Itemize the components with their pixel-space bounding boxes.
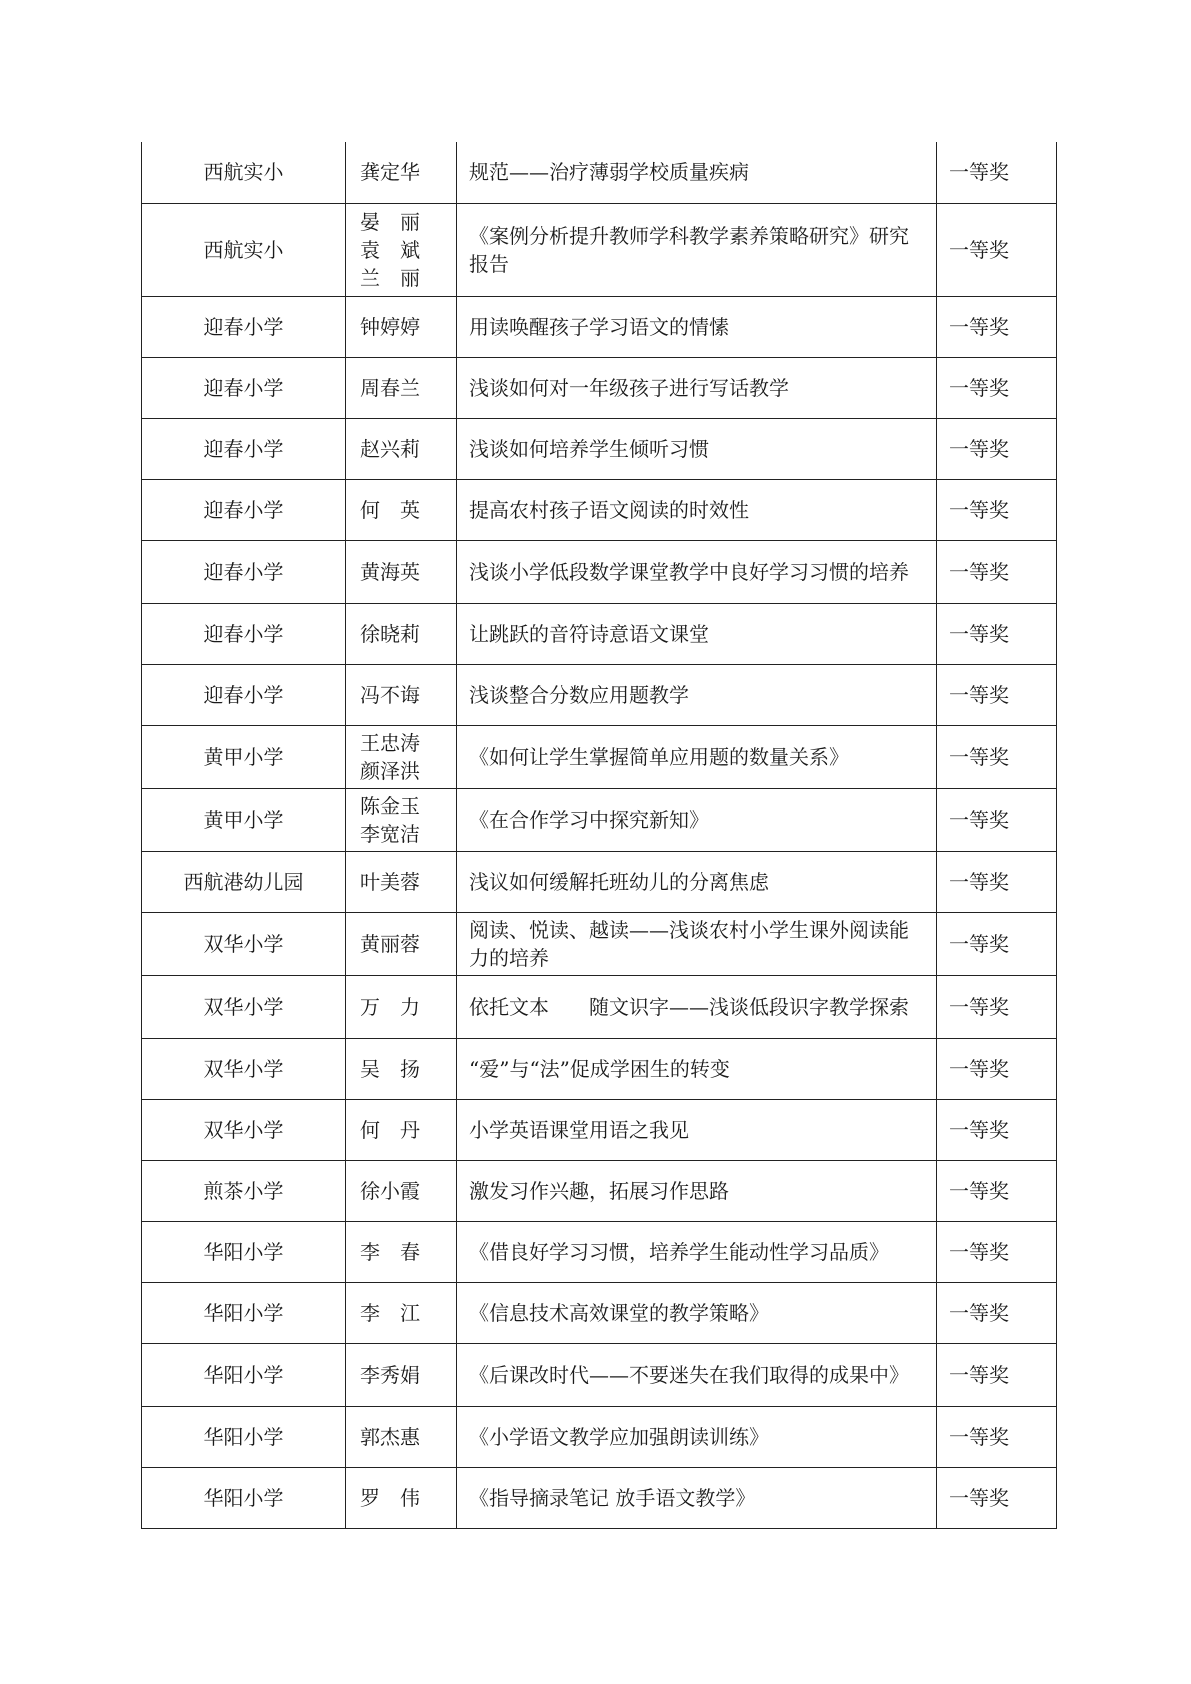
award-cell: 一等奖 (937, 725, 1057, 788)
table-row (142, 357, 1057, 418)
table-row (142, 1467, 1057, 1528)
table-row (142, 788, 1057, 851)
school-cell: 双华小学 (142, 912, 346, 975)
table-row (142, 1221, 1057, 1282)
table-row (142, 418, 1057, 479)
author-name: 晏 丽 (360, 209, 420, 234)
author-cell (346, 296, 457, 357)
school-cell: 迎春小学 (142, 603, 346, 664)
school-cell: 华阳小学 (142, 1282, 346, 1343)
award-cell: 一等奖 (937, 357, 1057, 418)
paper-title-cell: 提高农村孩子语文阅读的时效性 (457, 479, 937, 540)
author-name: 陈金玉 (360, 793, 420, 818)
author-cell (346, 788, 457, 851)
school-cell: 黄甲小学 (142, 725, 346, 788)
paper-title-cell: 激发习作兴趣，拓展习作思路 (457, 1160, 937, 1221)
paper-title-cell: 《在合作学习中探究新知》 (457, 788, 937, 851)
table-row (142, 912, 1057, 975)
award-cell: 一等奖 (937, 418, 1057, 479)
table-row (142, 725, 1057, 788)
school-cell: 华阳小学 (142, 1467, 346, 1528)
paper-title-cell: 《指导摘录笔记 放手语文教学》 (457, 1467, 937, 1528)
author-name: 黄丽蓉 (360, 931, 420, 956)
school-cell: 煎茶小学 (142, 1160, 346, 1221)
award-cell: 一等奖 (937, 664, 1057, 725)
school-cell: 迎春小学 (142, 357, 346, 418)
school-cell: 迎春小学 (142, 296, 346, 357)
author-cell (346, 1038, 457, 1099)
author-cell (346, 1343, 457, 1406)
school-cell: 华阳小学 (142, 1221, 346, 1282)
paper-title-cell: “爱”与“法”促成学困生的转变 (457, 1038, 937, 1099)
school-cell: 西航港幼儿园 (142, 851, 346, 912)
table-row (142, 479, 1057, 540)
award-cell: 一等奖 (937, 1343, 1057, 1406)
author-name: 李 春 (360, 1239, 420, 1264)
author-name: 李秀娟 (360, 1362, 420, 1387)
paper-title-cell: 阅读、悦读、越读——浅谈农村小学生课外阅读能力的培养 (457, 912, 937, 975)
award-cell: 一等奖 (937, 603, 1057, 664)
paper-title-cell: 浅谈如何对一年级孩子进行写话教学 (457, 357, 937, 418)
award-cell: 一等奖 (937, 912, 1057, 975)
table-row (142, 540, 1057, 603)
awards-table-body (142, 142, 1057, 1528)
author-name: 吴 扬 (360, 1056, 420, 1081)
author-cell (346, 142, 457, 203)
paper-title-cell: 《后课改时代——不要迷失在我们取得的成果中》 (457, 1343, 937, 1406)
author-name: 钟婷婷 (360, 314, 420, 339)
author-name: 叶美蓉 (360, 869, 420, 894)
school-cell: 迎春小学 (142, 479, 346, 540)
award-cell: 一等奖 (937, 1038, 1057, 1099)
school-cell: 迎春小学 (142, 418, 346, 479)
table-row (142, 851, 1057, 912)
award-cell: 一等奖 (937, 1282, 1057, 1343)
school-cell: 华阳小学 (142, 1406, 346, 1467)
school-cell: 西航实小 (142, 142, 346, 203)
author-cell (346, 975, 457, 1038)
paper-title-cell: 让跳跃的音符诗意语文课堂 (457, 603, 937, 664)
paper-title-cell: 浅谈小学低段数学课堂教学中良好学习习惯的培养 (457, 540, 937, 603)
author-cell (346, 725, 457, 788)
school-cell: 双华小学 (142, 1038, 346, 1099)
award-cell: 一等奖 (937, 1160, 1057, 1221)
school-cell: 双华小学 (142, 975, 346, 1038)
table-row (142, 664, 1057, 725)
author-name: 何 丹 (360, 1117, 420, 1142)
author-cell (346, 418, 457, 479)
award-cell: 一等奖 (937, 540, 1057, 603)
author-name: 颜泽洪 (360, 758, 420, 783)
paper-title-cell: 《案例分析提升教师学科教学素养策略研究》研究报告 (457, 203, 937, 296)
award-cell: 一等奖 (937, 142, 1057, 203)
author-name: 赵兴莉 (360, 436, 420, 461)
author-name: 李宽洁 (360, 821, 420, 846)
author-name: 何 英 (360, 497, 420, 522)
author-cell (346, 603, 457, 664)
author-cell (346, 1406, 457, 1467)
author-cell (346, 1160, 457, 1221)
author-cell (346, 479, 457, 540)
school-cell: 西航实小 (142, 203, 346, 296)
paper-title-cell: 浅议如何缓解托班幼儿的分离焦虑 (457, 851, 937, 912)
author-cell (346, 203, 457, 296)
table-row (142, 1160, 1057, 1221)
table-row (142, 1282, 1057, 1343)
author-name: 周春兰 (360, 375, 420, 400)
paper-title-cell: 《借良好学习习惯，培养学生能动性学习品质》 (457, 1221, 937, 1282)
author-name: 徐小霞 (360, 1178, 420, 1203)
author-name: 冯不诲 (360, 682, 420, 707)
paper-title-cell: 依托文本 随文识字——浅谈低段识字教学探索 (457, 975, 937, 1038)
table-row (142, 1038, 1057, 1099)
author-cell (346, 664, 457, 725)
awards-table (141, 142, 1057, 1529)
author-name: 罗 伟 (360, 1485, 420, 1510)
paper-title-cell: 规范——治疗薄弱学校质量疾病 (457, 142, 937, 203)
table-row (142, 975, 1057, 1038)
table-row (142, 296, 1057, 357)
paper-title-cell: 《信息技术高效课堂的教学策略》 (457, 1282, 937, 1343)
award-cell: 一等奖 (937, 1221, 1057, 1282)
paper-title-cell: 用读唤醒孩子学习语文的情愫 (457, 296, 937, 357)
author-cell (346, 1099, 457, 1160)
author-name: 徐晓莉 (360, 621, 420, 646)
award-cell: 一等奖 (937, 1099, 1057, 1160)
award-cell: 一等奖 (937, 296, 1057, 357)
award-cell: 一等奖 (937, 975, 1057, 1038)
award-cell: 一等奖 (937, 479, 1057, 540)
paper-title-cell: 浅谈如何培养学生倾听习惯 (457, 418, 937, 479)
school-cell: 黄甲小学 (142, 788, 346, 851)
author-name: 兰 丽 (360, 265, 420, 290)
author-cell (346, 912, 457, 975)
award-cell: 一等奖 (937, 1406, 1057, 1467)
school-cell: 双华小学 (142, 1099, 346, 1160)
author-cell (346, 1221, 457, 1282)
award-cell: 一等奖 (937, 851, 1057, 912)
award-cell: 一等奖 (937, 203, 1057, 296)
paper-title-cell: 《小学语文教学应加强朗读训练》 (457, 1406, 937, 1467)
author-cell (346, 1282, 457, 1343)
award-cell: 一等奖 (937, 1467, 1057, 1528)
paper-title-cell: 浅谈整合分数应用题教学 (457, 664, 937, 725)
award-cell: 一等奖 (937, 788, 1057, 851)
school-cell: 迎春小学 (142, 664, 346, 725)
paper-title-cell: 小学英语课堂用语之我见 (457, 1099, 937, 1160)
table-row (142, 1406, 1057, 1467)
author-name: 李 江 (360, 1300, 420, 1325)
table-row (142, 142, 1057, 203)
author-name: 郭杰惠 (360, 1424, 420, 1449)
table-row (142, 1099, 1057, 1160)
table-row (142, 1343, 1057, 1406)
table-row (142, 603, 1057, 664)
author-name: 黄海英 (360, 559, 420, 584)
author-name: 万 力 (360, 994, 420, 1019)
author-cell (346, 851, 457, 912)
author-name: 王忠涛 (360, 730, 420, 755)
table-row (142, 203, 1057, 296)
school-cell: 华阳小学 (142, 1343, 346, 1406)
paper-title-cell: 《如何让学生掌握简单应用题的数量关系》 (457, 725, 937, 788)
school-cell: 迎春小学 (142, 540, 346, 603)
author-cell (346, 357, 457, 418)
author-name: 龚定华 (360, 160, 420, 185)
author-cell (346, 540, 457, 603)
author-name: 袁 斌 (360, 237, 420, 262)
author-cell (346, 1467, 457, 1528)
